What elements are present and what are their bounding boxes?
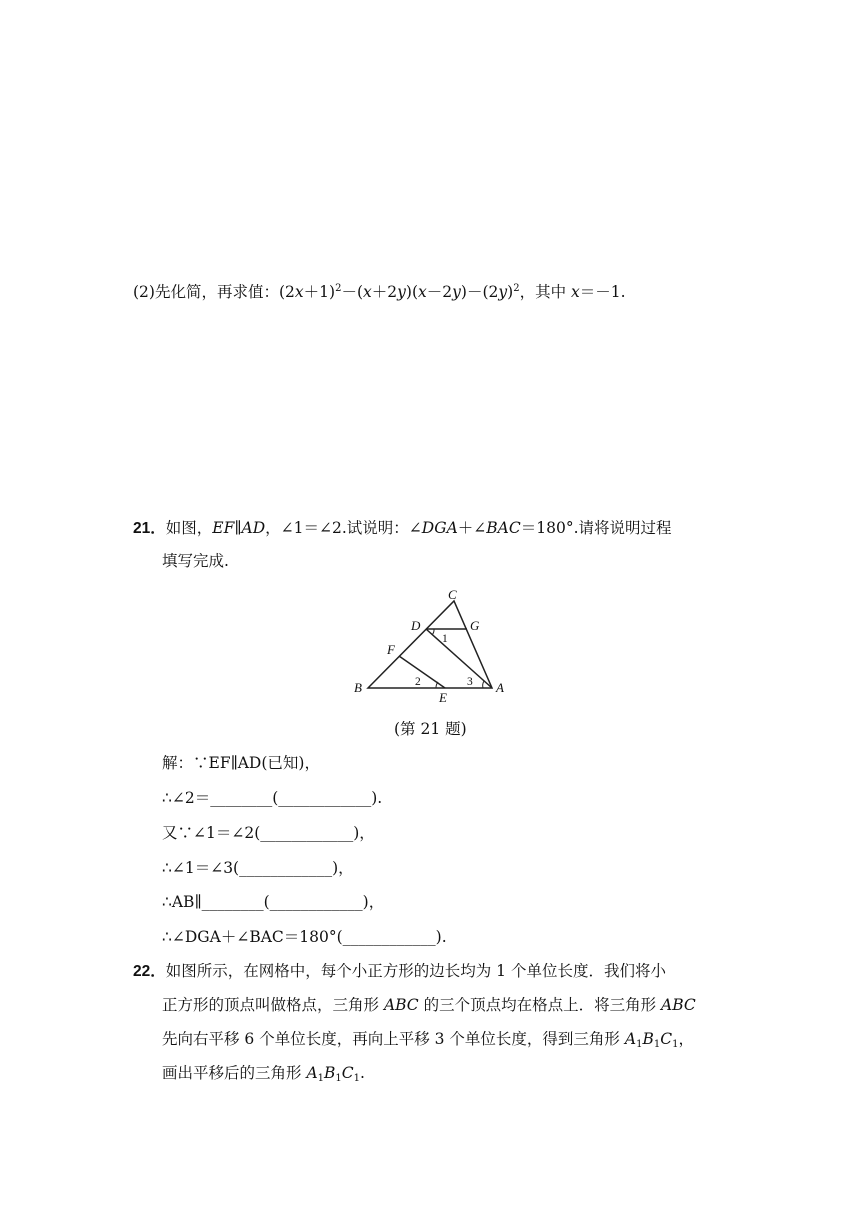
segment-fe xyxy=(399,656,445,688)
q22-line1: 22．如图所示，在网格中，每个小正方形的边长均为 1 个单位长度．我们将小 xyxy=(133,962,666,980)
q22-number: 22． xyxy=(133,963,166,980)
q21-solution-line-5: ∴AB∥________(____________)， xyxy=(162,893,385,911)
fig-label-f: F xyxy=(387,642,395,657)
q22-line4: 画出平移后的三角形 $A_1B_1C_1$. xyxy=(162,1064,365,1084)
angle-3-arc xyxy=(483,681,484,688)
q21-solution-line-3: 又∵∠1＝∠2(____________)， xyxy=(162,824,375,842)
q20-part2-line: (2)先化简，再求值：$(2x+1)^2-(x+2y)(x-2y)-(2y)^2$，其中 x＝－1. xyxy=(133,283,626,301)
fig-label-a: A xyxy=(496,680,504,695)
q21-figure-caption: (第 21 题) xyxy=(394,720,467,738)
q21-solution-line-4: ∴∠1＝∠3(____________)， xyxy=(162,859,354,877)
fig-label-c: C xyxy=(448,587,457,602)
q21-solution-line-1: 解：∵EF∥AD(已知)， xyxy=(162,754,320,772)
q20-part2-label: (2)先化简，再求值： xyxy=(133,283,279,301)
segment-da xyxy=(426,629,492,688)
q21-solution-line-6: ∴∠DGA＋∠BAC＝180°(____________). xyxy=(162,928,447,946)
variable-x: x xyxy=(571,283,580,301)
fig-label-angle-2: 2 xyxy=(415,676,421,688)
q21-stem-line1: 21．如图，EF∥AD，∠1＝∠2.试说明：∠DGA＋∠BAC＝180°.请将说明过程 xyxy=(133,519,672,537)
angle-1-arc xyxy=(432,629,434,635)
fig-label-b: B xyxy=(354,680,362,695)
q21-solution-line-2: ∴∠2＝________(____________). xyxy=(162,789,383,807)
angle-2-arc xyxy=(436,682,438,688)
fig-label-e: E xyxy=(439,690,447,702)
fig-label-angle-1: 1 xyxy=(442,633,448,645)
q21-number: 21． xyxy=(133,520,166,537)
q20-expression: $(2x+1)^2-(x+2y)(x-2y)-(2y)^2$ xyxy=(278,283,520,301)
fig-label-g: G xyxy=(470,618,480,633)
q21-triangle-figure xyxy=(350,586,512,702)
q22-line2: 正方形的顶点叫做格点，三角形 ABC 的三个顶点均在格点上．将三角形 ABC xyxy=(162,996,696,1014)
fig-label-angle-3: 3 xyxy=(467,676,473,688)
q22-line3: 先向右平移 6 个单位长度，再向上平移 3 个单位长度，得到三角形 $A_1B_1C_1$， xyxy=(162,1030,694,1050)
q21-stem-line2: 填写完成. xyxy=(162,552,229,570)
fig-label-d: D xyxy=(411,618,421,633)
